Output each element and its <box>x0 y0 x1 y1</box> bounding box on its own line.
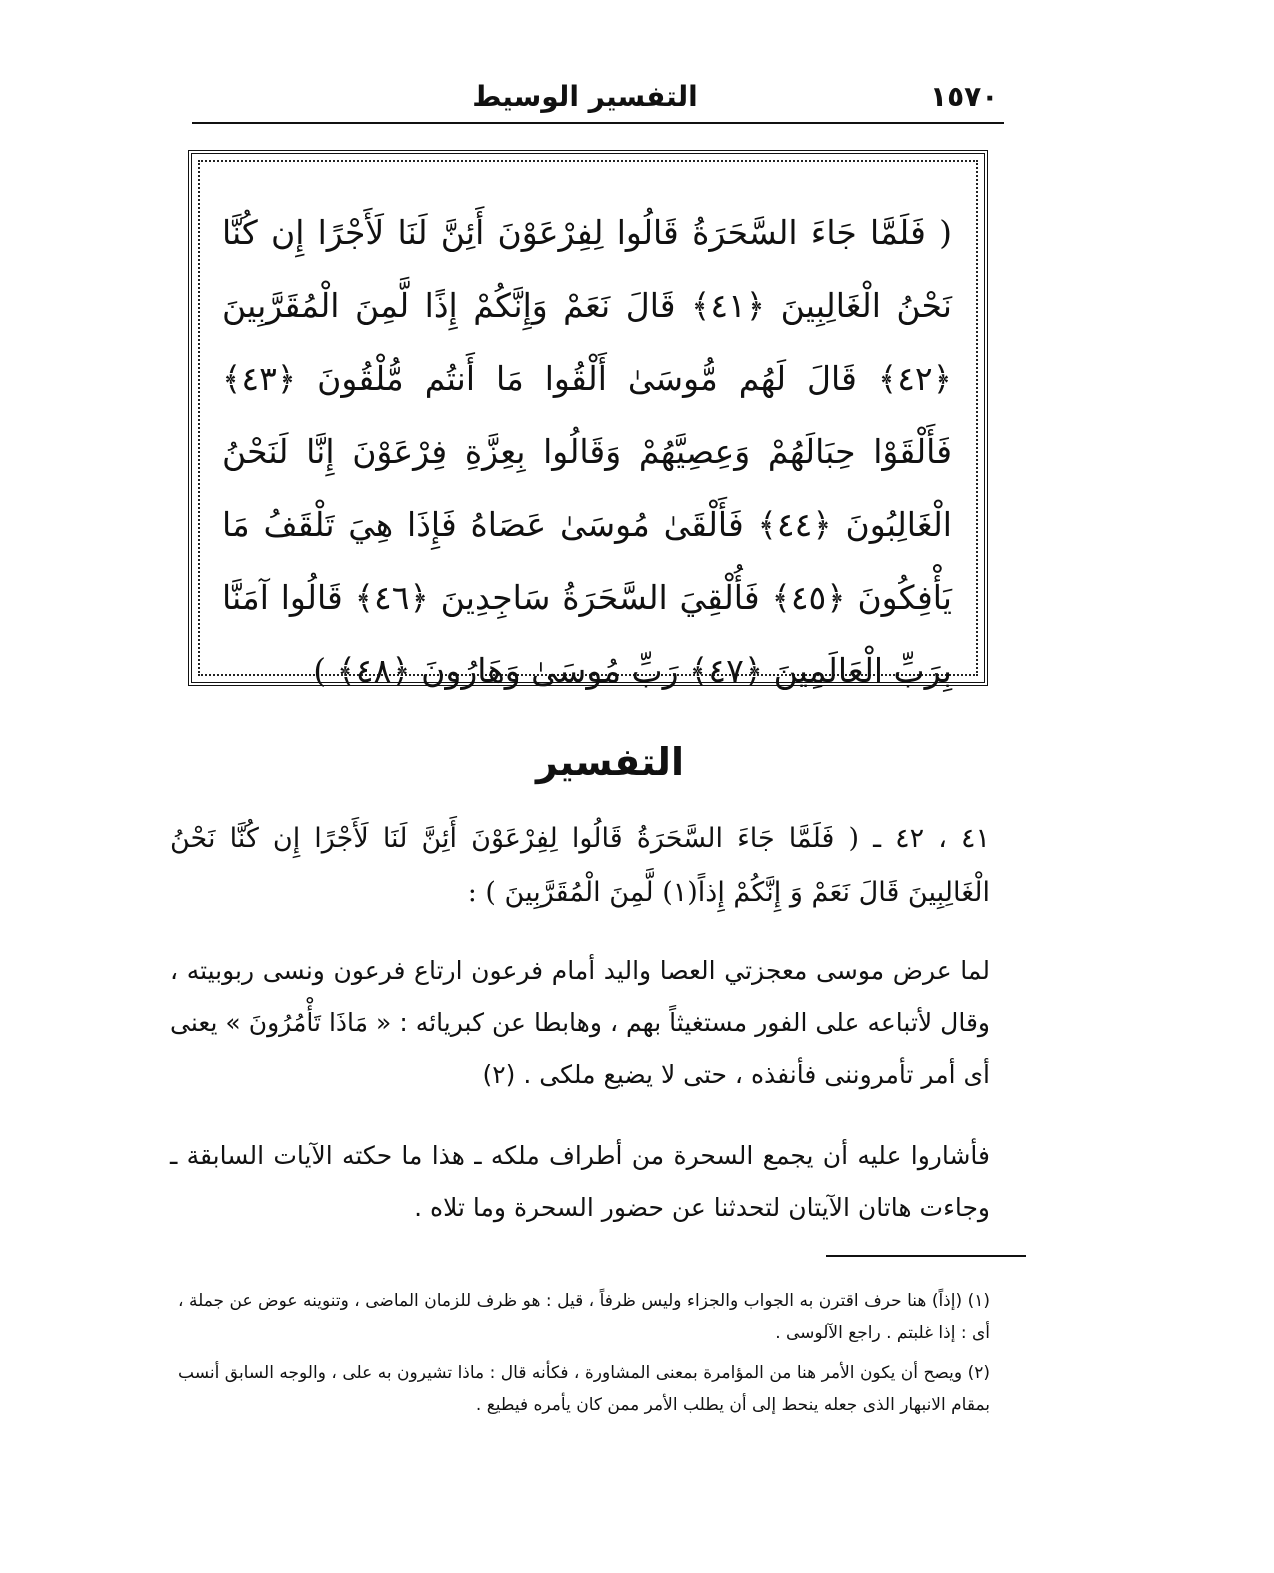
verse-text: ( فَلَمَّا جَاءَ السَّحَرَةُ قَالُوا لِفِرْعَوْنَ أَئِنَّ لَنَا لَأَجْرًا إِن كُنَّا نَحْنُ الْغَالِبِينَ ﴿٤١﴾ قَالَ نَعَمْ وَإِنَّكُمْ إِذًا لَّمِنَ الْمُقَرَّبِينَ ﴿٤٢﴾ قَالَ لَهُم مُّوسَىٰ أَلْقُوا مَا أَنتُم مُّلْقُونَ ﴿٤٣﴾ فَأَلْقَوْا حِبَالَهُمْ وَعِصِيَّهُمْ وَقَالُوا بِعِزَّةِ فِرْعَوْنَ إِنَّا لَنَحْنُ الْغَالِبُونَ ﴿٤٤﴾ فَأَلْقَىٰ مُوسَىٰ عَصَاهُ فَإِذَا هِيَ تَلْقَفُ مَا يَأْفِكُونَ ﴿٤٥﴾ فَأُلْقِيَ السَّحَرَةُ سَاجِدِينَ ﴿٤٦﴾ قَالُوا آمَنَّا بِرَبِّ الْعَالَمِينَ ﴿٤٧﴾ رَبِّ مُوسَىٰ وَهَارُونَ ﴿٤٨﴾ ) <box>222 213 952 690</box>
body-paragraph-2: فأشاروا عليه أن يجمع السحرة من أطراف ملكه ـ هذا ما حكته الآيات السابقة ـ وجاءت هاتان الآيتان لتحدثنا عن حضور السحرة وما تلاه . <box>170 1141 990 1222</box>
footnote-rule <box>826 1255 1026 1257</box>
footnote-2: (٢) ويصح أن يكون الأمر هنا من المؤامرة بمعنى المشاورة ، فكأنه قال : ماذا تشيرون به على ، والوجه السابق أنسب بمقام الانبهار الذى جعله ينحط إلى أن يطلب الأمر ممن كان يأمره فيطيع . <box>178 1363 990 1415</box>
body-paragraph-1: لما عرض موسى معجزتي العصا واليد أمام فرعون ارتاع فرعون ونسى ربوبيته ، وقال لأتباعه على الفور مستغيثاً بهم ، وهابطا عن كبريائه : « مَاذَا تَأْمُرُونَ » يعنى أى أمر تأمروننى فأنفذه ، حتى لا يضيع ملكى . (٢) <box>170 956 990 1089</box>
header-rule <box>192 122 1004 124</box>
quoted-verse: ٤١ ، ٤٢ ـ ( فَلَمَّا جَاءَ السَّحَرَةُ قَالُوا لِفِرْعَوْنَ أَئِنَّ لَنَا لَأَجْرًا إِن كُنَّا نَحْنُ الْغَالِبِينَ قَالَ نَعَمْ وَ إِنَّكُمْ إِذاً(١) لَّمِنَ الْمُقَرَّبِينَ ) : <box>170 823 990 908</box>
running-title: التفسير الوسيط <box>472 80 698 113</box>
section-heading: التفسير <box>536 740 684 784</box>
footnote-1: (١) (إذاً) هنا حرف اقترن به الجواب والجزاء وليس ظرفاً ، قيل : هو ظرف للزمان الماضى ، وتنوينه عوض عن جملة ، أى : إذا غلبتم . راجع الآلوسى . <box>178 1291 990 1343</box>
page-number: ١٥٧٠ <box>930 80 999 113</box>
